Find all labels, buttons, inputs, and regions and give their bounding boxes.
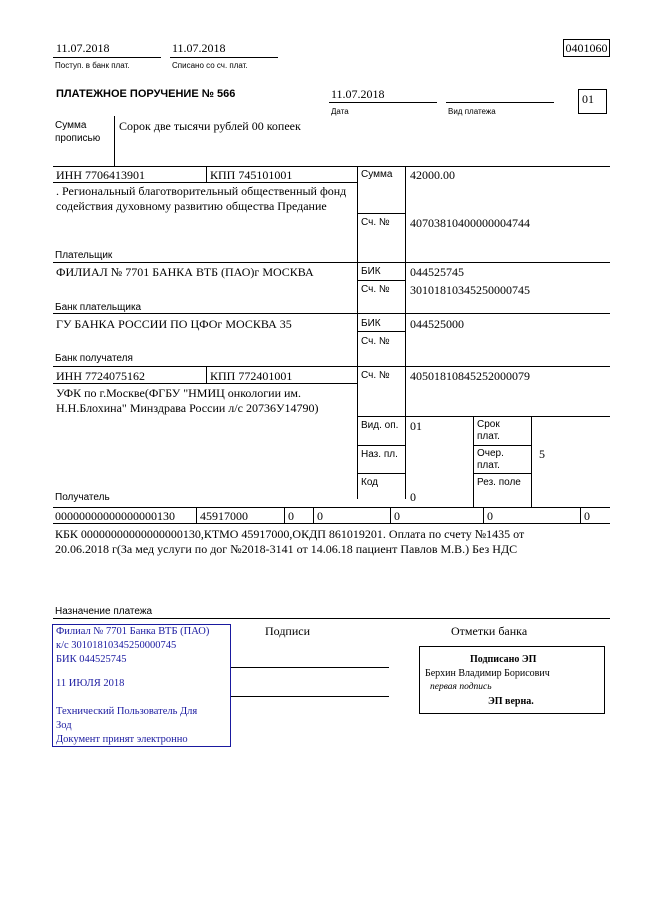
op-type-label: Вид. оп. xyxy=(361,420,399,431)
amount-words-label-2: прописью xyxy=(55,133,101,144)
code-label: Код xyxy=(361,477,379,488)
payee-account: 40501810845252000079 xyxy=(410,369,530,383)
divider xyxy=(114,116,115,166)
tax-oktmo: 45917000 xyxy=(200,509,248,523)
stamp-user-2: Зод xyxy=(56,720,72,731)
payee-inn: ИНН 7724075162 xyxy=(56,369,145,383)
divider xyxy=(473,416,474,507)
divider xyxy=(53,366,610,367)
stamp-line-1: Филиал № 7701 Банка ВТБ (ПАО) xyxy=(56,626,210,637)
payee-kpp: КПП 772401001 xyxy=(210,369,293,383)
divider xyxy=(357,331,405,332)
divider xyxy=(531,416,532,507)
divider xyxy=(357,416,610,417)
due-label-2: плат. xyxy=(477,431,500,442)
divider xyxy=(357,280,405,281)
purpose-code-label: Наз. пл. xyxy=(361,449,398,460)
op-type: 01 xyxy=(410,419,422,433)
payer-kpp: КПП 745101001 xyxy=(210,168,293,182)
divider xyxy=(53,166,610,167)
payer-account-label: Сч. № xyxy=(361,217,390,228)
stamp-accepted: Документ принят электронно xyxy=(56,734,188,745)
form-code: 0401060 xyxy=(563,39,610,57)
payer-label: Плательщик xyxy=(55,250,113,261)
divider xyxy=(284,507,285,523)
divider xyxy=(446,102,554,103)
reserve-label: Рез. поле xyxy=(477,477,521,488)
divider xyxy=(357,166,358,499)
divider xyxy=(473,473,531,474)
bank-marks-label: Отметки банка xyxy=(451,624,528,638)
priority-label-1: Очер. xyxy=(477,448,504,459)
ep-verified: ЭП верна. xyxy=(488,696,534,707)
divider xyxy=(196,507,197,523)
payer-bank-account-label: Сч. № xyxy=(361,284,390,295)
payer-bank-label: Банк плательщика xyxy=(55,302,142,313)
ep-signer: Берхин Владимир Борисович xyxy=(425,668,550,679)
ep-signer-role: первая подпись xyxy=(430,682,492,692)
divider xyxy=(405,166,406,499)
payee-bank-name: ГУ БАНКА РОССИИ ПО ЦФОг МОСКВА 35 xyxy=(56,317,292,331)
divider xyxy=(53,507,610,508)
payer-bank-account: 30101810345250000745 xyxy=(410,283,530,297)
amount-words-label-1: Сумма xyxy=(55,120,87,131)
divider xyxy=(357,213,405,214)
ep-signed-title: Подписано ЭП xyxy=(470,654,537,665)
signature-line-1 xyxy=(231,667,389,668)
divider xyxy=(53,262,610,263)
divider xyxy=(329,102,437,103)
divider xyxy=(170,57,278,58)
payee-bank-bik: 044525000 xyxy=(410,317,464,331)
payer-account: 40703810400000004744 xyxy=(410,216,530,230)
payer-name: . Региональный благотворительный общественный фонд содействия духовному развитию общества Предание xyxy=(56,184,347,213)
page-title: ПЛАТЕЖНОЕ ПОРУЧЕНИЕ № 566 xyxy=(56,88,236,100)
stamp-user-1: Технический Пользователь Для xyxy=(56,706,198,717)
order-date: 11.07.2018 xyxy=(331,87,385,101)
divider xyxy=(483,507,484,523)
signature-line-2 xyxy=(231,696,389,697)
payer-inn: ИНН 7706413901 xyxy=(56,168,145,182)
divider xyxy=(473,445,531,446)
divider xyxy=(53,313,610,314)
divider xyxy=(313,507,314,523)
divider xyxy=(53,618,610,619)
sum-label: Сумма xyxy=(361,169,393,180)
divider xyxy=(53,57,161,58)
due-label-1: Срок xyxy=(477,419,500,430)
payee-account-label: Сч. № xyxy=(361,370,390,381)
purpose-label: Назначение платежа xyxy=(55,606,153,617)
payee-bank-account-label: Сч. № xyxy=(361,336,390,347)
payee-bank-label: Банк получателя xyxy=(55,353,133,364)
date-debited-label: Списано со сч. плат. xyxy=(172,61,248,70)
tax-field-109: 0 xyxy=(487,509,493,523)
amount-words-value: Сорок две тысячи рублей 00 копеек xyxy=(119,119,301,133)
payer-bank-bik-label: БИК xyxy=(361,266,381,277)
stamp-line-3: БИК 044525745 xyxy=(56,654,127,665)
status-code: 01 xyxy=(578,89,607,114)
purpose-text: КБК 00000000000000000130,КТМО 45917000,ОКДП 861019201. Оплата по счету №1435 от 20.06.2018 г(За мед услуги по дог №2018-3141 от 14.06.18 пациент Павлов М.В.) Без НДС xyxy=(55,527,525,556)
date-received-label: Поступ. в банк плат. xyxy=(55,61,130,70)
date-received: 11.07.2018 xyxy=(56,41,110,55)
payer-bank-bik: 044525745 xyxy=(410,265,464,279)
payment-type-label: Вид платежа xyxy=(448,107,496,116)
signatures-label: Подписи xyxy=(265,624,311,638)
tax-field-107: 0 xyxy=(317,509,323,523)
priority-label-2: плат. xyxy=(477,460,500,471)
tax-field-110: 0 xyxy=(584,509,590,523)
stamp-line-2: к/с 30101810345250000745 xyxy=(56,640,177,651)
payee-label: Получатель xyxy=(55,492,110,503)
tax-field-106: 0 xyxy=(288,509,294,523)
divider xyxy=(206,166,207,182)
divider xyxy=(206,366,207,383)
tax-kbk: 00000000000000000130 xyxy=(55,509,175,523)
priority-value: 5 xyxy=(539,447,545,461)
payer-bank-name: ФИЛИАЛ № 7701 БАНКА ВТБ (ПАО)г МОСКВА xyxy=(56,265,314,279)
payee-bank-bik-label: БИК xyxy=(361,318,381,329)
code-value: 0 xyxy=(410,490,416,504)
date-debited: 11.07.2018 xyxy=(172,41,226,55)
divider xyxy=(580,507,581,523)
sum-value: 42000.00 xyxy=(410,168,455,182)
divider xyxy=(357,445,405,446)
order-date-label: Дата xyxy=(331,107,349,116)
tax-field-108: 0 xyxy=(394,509,400,523)
divider xyxy=(357,473,405,474)
divider xyxy=(390,507,391,523)
payee-name: УФК по г.Москве(ФГБУ "НМИЦ онкологии им. Н.Н.Блохина" Минздрава России л/с 20736У14790) xyxy=(56,386,319,415)
stamp-date: 11 ИЮЛЯ 2018 xyxy=(56,678,125,689)
